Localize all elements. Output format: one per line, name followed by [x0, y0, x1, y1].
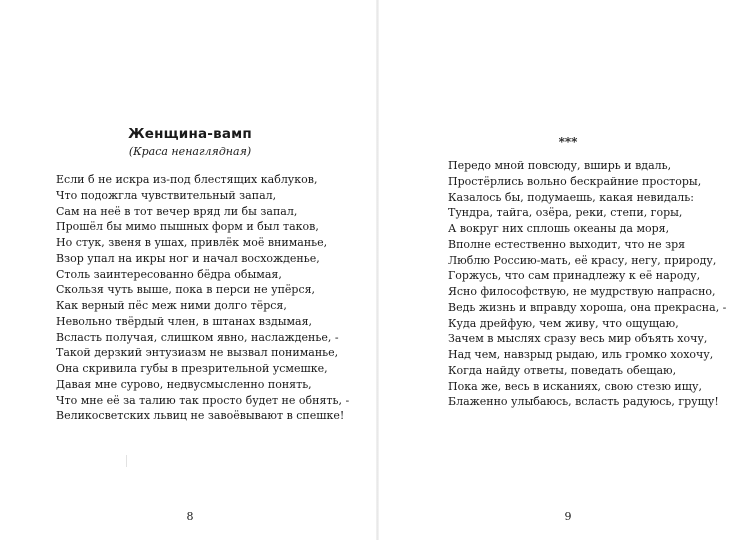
- poem-line: Что подожгла чувствительный запал,: [56, 188, 277, 202]
- poem-line: Когда найду ответы, поведать обещаю,: [448, 363, 677, 377]
- poem-line: Простёрлись вольно бескрайние просторы,: [448, 174, 702, 188]
- poem-line: Скользя чуть выше, пока в перси не упёрся,: [56, 283, 316, 297]
- poem-line: Если б не искра из-под блестящих каблуков,: [56, 173, 318, 186]
- poem-line: Над чем, навзрыд рыдаю, иль громко хохочу,: [448, 348, 714, 361]
- poem-line: Прошёл бы мимо пышных форм и был таков,: [56, 220, 319, 234]
- poem-line: Пока же, весь в исканиях, свою стезю ищу,: [448, 379, 702, 393]
- poem-line: Великосветских львиц не завоёвывают в спешке!: [56, 409, 345, 423]
- poem-line: Люблю Россию-мать, её красу, негу, природу,: [448, 253, 717, 267]
- poem-line: Горжусь, что сам принадлежу к её народу,: [448, 269, 701, 283]
- poem-line: Взор упал на икры ног и начал восхожденье,: [56, 251, 320, 265]
- poem-line: Но стук, звеня в ушах, привлёк моё вниманье,: [56, 236, 328, 249]
- poem-text-left: [56, 172, 349, 424]
- page-number-left: 8: [186, 510, 194, 523]
- right-page: [378, 0, 756, 540]
- poem-line: Всласть получая, слишком явно, наслажденье, -: [56, 330, 339, 344]
- poem-title: Женщина-вамп: [128, 126, 252, 142]
- poem-line: Что мне её за талию так просто будет не обнять, -: [56, 393, 350, 407]
- poem-line: Блаженно улыбаюсь, всласть радуюсь, грущу!: [448, 395, 719, 409]
- poem-line: Как верный пёс меж ними долго тёрся,: [56, 299, 287, 312]
- poem-line: А вокруг них сплошь океаны да моря,: [448, 222, 670, 235]
- poem-line: Такой дерзкий энтузиазм не вызвал пониманье,: [56, 346, 339, 360]
- poem-line: Ведь жизнь и вправду хороша, она прекрасна, -: [448, 300, 727, 314]
- poem-line: Столь заинтересованно бёдра обымая,: [56, 267, 282, 281]
- poem-line: Зачем в мыслях сразу весь мир объять хочу,: [448, 332, 708, 346]
- poem-line: Она скривила губы в презрительной усмешке,: [56, 362, 328, 375]
- poem-line: Передо мной повсюду, вширь и вдаль,: [448, 159, 672, 172]
- poem-line: Вполне естественно выходит, что не зря: [448, 237, 686, 251]
- poem-line: Куда дрейфую, чем живу, что ощущаю,: [448, 316, 679, 330]
- poem-line: Тундра, тайга, озёра, реки, степи, горы,: [448, 206, 683, 220]
- poem-text-right: [448, 158, 726, 410]
- poem-line: Невольно твёрдый член, в штанах вздымая,: [56, 314, 313, 328]
- poem-heading-stars: ***: [558, 135, 578, 149]
- poem-line: Казалось бы, подумаешь, какая невидаль:: [448, 190, 694, 204]
- paper-speck: [126, 455, 127, 467]
- page-number-right: 9: [564, 510, 572, 523]
- poem-line: Ясно философствую, не мудрствую напрасно,: [448, 285, 716, 298]
- poem-line: Давая мне сурово, недвусмысленно понять,: [56, 377, 312, 391]
- poem-line: Сам на неё в тот вечер вряд ли бы запал,: [56, 204, 298, 218]
- poem-subtitle: (Краса ненаглядная): [128, 145, 252, 158]
